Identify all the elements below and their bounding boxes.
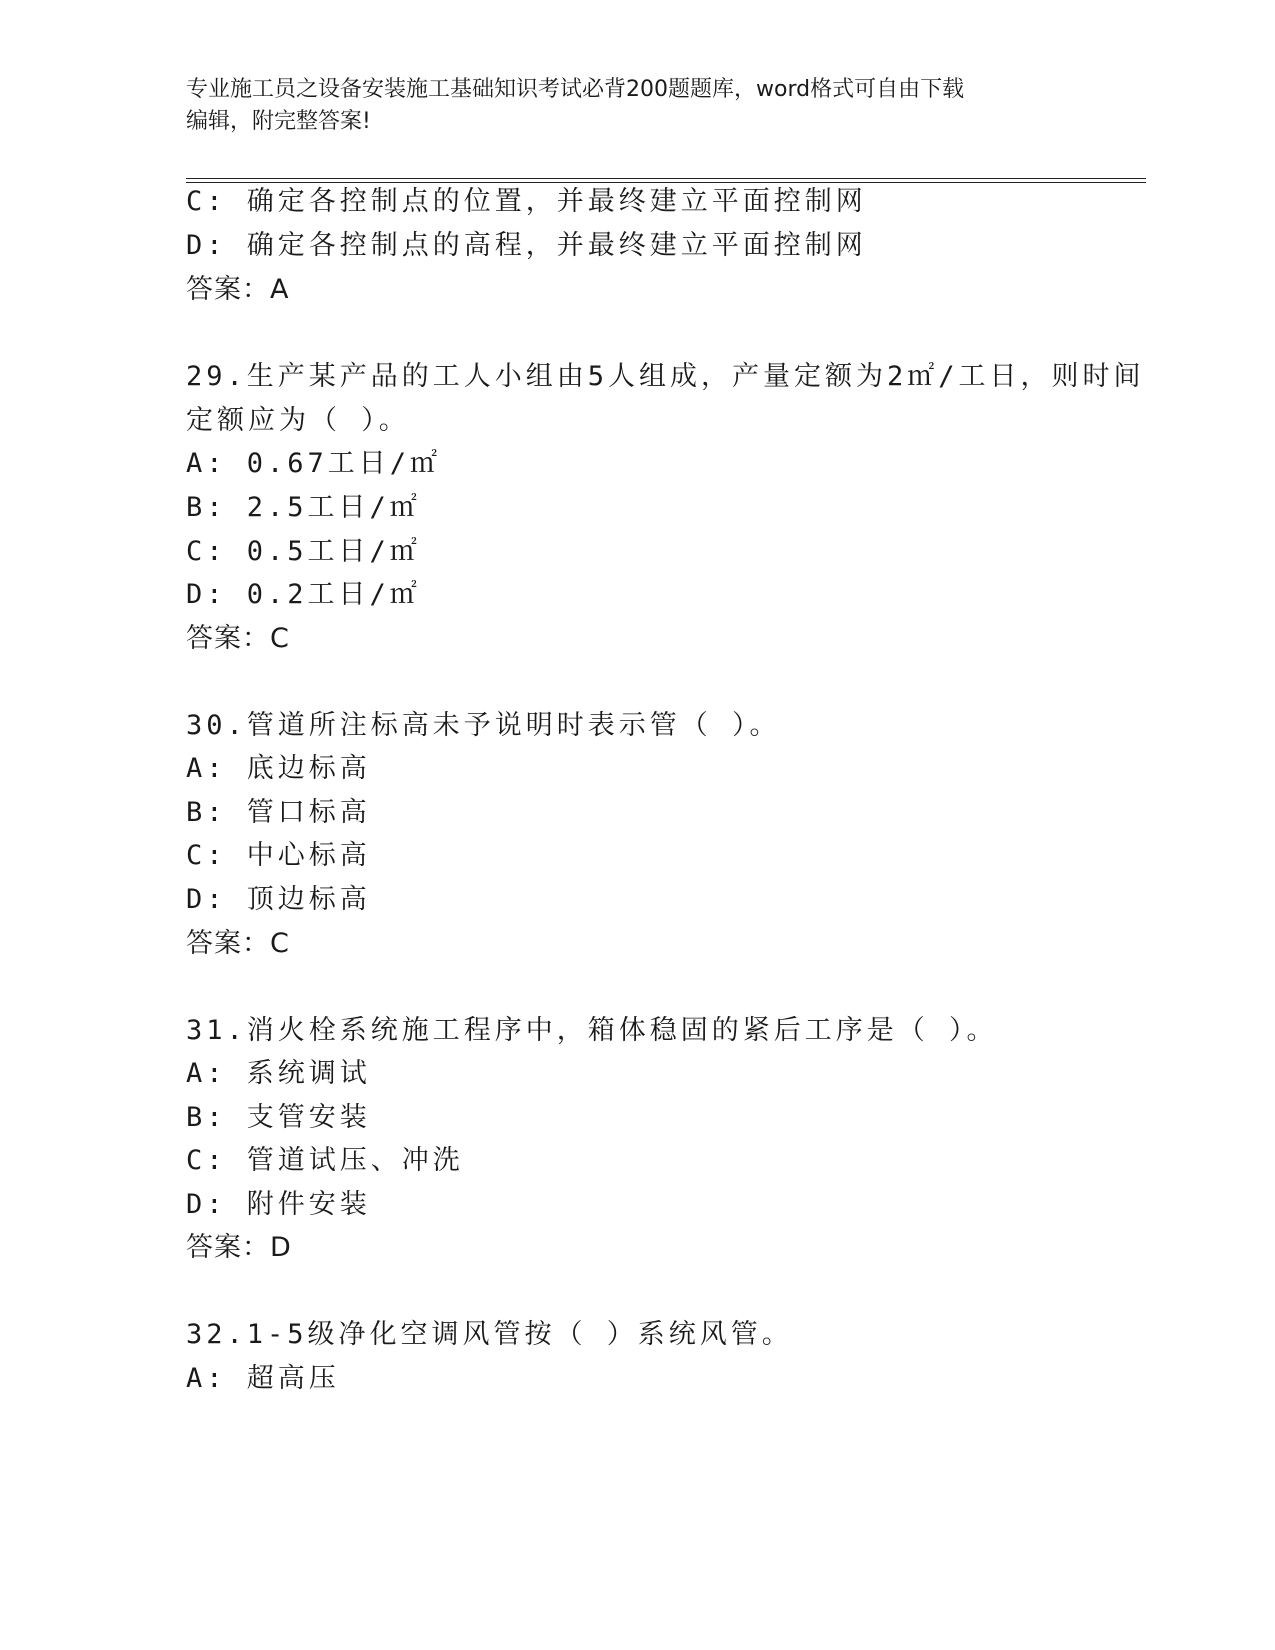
document-header	[186, 74, 1086, 138]
answer: 答案：D	[186, 1232, 292, 1263]
option-b: B: 2.5工日/㎡	[186, 492, 421, 523]
prev-option-c: C: 确定各控制点的位置，并最终建立平面控制网	[186, 186, 867, 217]
header-title-line-2: 编辑，附完整答案!	[186, 109, 371, 134]
option-b: B: 管口标高	[186, 797, 371, 828]
answer: 答案：C	[186, 928, 290, 959]
prev-answer: 答案：A	[186, 274, 290, 305]
option-a: A: 系统调试	[186, 1058, 371, 1089]
option-a: A: 底边标高	[186, 753, 371, 784]
option-c: C: 0.5工日/㎡	[186, 536, 421, 567]
option-a: A: 超高压	[186, 1363, 340, 1394]
option-a: A: 0.67工日/㎡	[186, 448, 442, 479]
option-b: B: 支管安装	[186, 1102, 371, 1133]
question-stem: 31.消火栓系统施工程序中，箱体稳固的紧后工序是（ ）。	[186, 1015, 998, 1046]
option-c: C: 中心标高	[186, 840, 371, 871]
question-stem: 30.管道所注标高未予说明时表示管（ ）。	[186, 710, 781, 741]
header-title-line-1: 专业施工员之设备安装施工基础知识考试必背200题题库，word格式可自由下载	[186, 77, 965, 102]
option-d: D: 0.2工日/㎡	[186, 579, 421, 610]
answer: 答案：C	[186, 623, 290, 654]
header-double-rule	[186, 178, 1146, 183]
prev-option-d: D: 确定各控制点的高程，并最终建立平面控制网	[186, 230, 867, 261]
question-stem-cont: 定额应为（ ）。	[186, 405, 410, 436]
option-d: D: 附件安装	[186, 1189, 371, 1220]
question-stem: 29.生产某产品的工人小组由5人组成，产量定额为2㎡/工日，则时间	[186, 361, 1145, 392]
question-stem: 32.1-5级净化空调风管按（ ）系统风管。	[186, 1319, 793, 1350]
option-d: D: 顶边标高	[186, 884, 371, 915]
option-c: C: 管道试压、冲洗	[186, 1145, 464, 1176]
